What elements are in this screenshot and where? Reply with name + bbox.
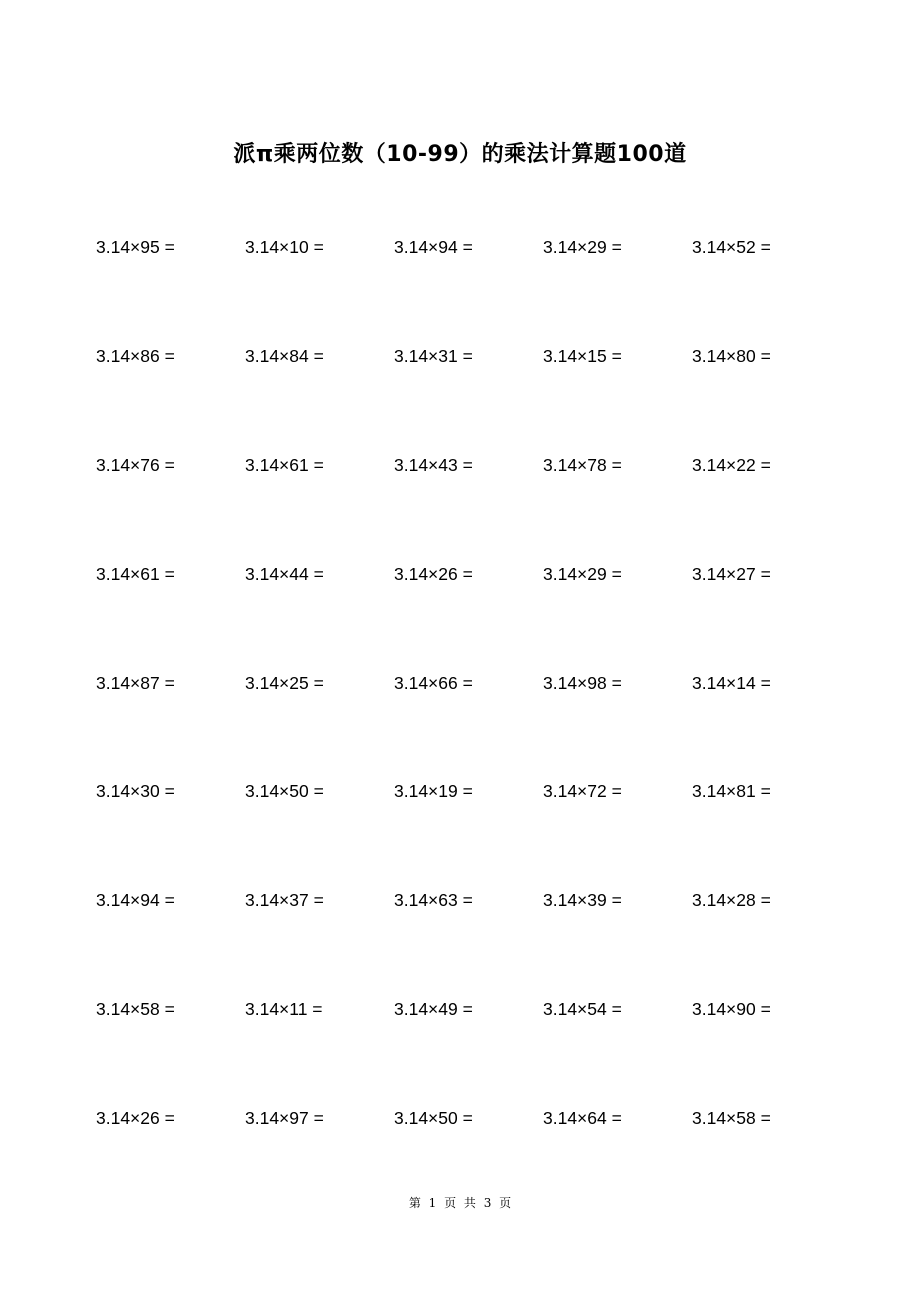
math-problem: 3.14×10 =: [245, 237, 324, 257]
math-problem: 3.14×98 =: [543, 672, 622, 693]
math-problem: 3.14×58 =: [96, 999, 175, 1020]
math-problem: 3.14×52 =: [692, 237, 771, 257]
math-problem: 3.14×94 =: [394, 237, 473, 257]
page-footer: 第 1 页 共 3 页: [408, 1196, 512, 1210]
math-problem: 3.14×84 =: [245, 345, 324, 366]
math-problem: 3.14×26 =: [96, 1108, 175, 1129]
math-problem: 3.14×64 =: [543, 1108, 622, 1129]
math-problem: 3.14×95 =: [96, 237, 175, 257]
math-problem: 3.14×28 =: [692, 890, 771, 911]
math-problem: 3.14×27 =: [692, 563, 771, 584]
math-problem: 3.14×97 =: [245, 1108, 324, 1129]
math-problem: 3.14×54 =: [543, 999, 622, 1020]
math-problem: 3.14×19 =: [394, 781, 473, 802]
math-problem: 3.14×61 =: [96, 563, 175, 584]
math-problem: 3.14×44 =: [245, 563, 324, 584]
math-problem: 3.14×22 =: [692, 454, 771, 475]
math-problem: 3.14×58 =: [692, 1108, 771, 1129]
math-problem: 3.14×31 =: [394, 345, 473, 366]
math-problem: 3.14×90 =: [692, 999, 771, 1020]
math-problem: 3.14×29 =: [543, 237, 622, 257]
math-problem: 3.14×78 =: [543, 454, 622, 475]
math-problem: 3.14×50 =: [394, 1108, 473, 1129]
math-problem: 3.14×81 =: [692, 781, 771, 802]
math-problem: 3.14×61 =: [245, 454, 324, 475]
math-problem: 3.14×49 =: [394, 999, 473, 1020]
math-problem: 3.14×66 =: [394, 672, 473, 693]
math-problem: 3.14×94 =: [96, 890, 175, 911]
math-problem: 3.14×86 =: [96, 345, 175, 366]
math-problem: 3.14×14 =: [692, 672, 771, 693]
math-problem: 3.14×72 =: [543, 781, 622, 802]
page-title: 派π乘两位数（10-99）的乘法计算题100道: [233, 142, 687, 167]
math-problem: 3.14×43 =: [394, 454, 473, 475]
problem-grid: [96, 232, 856, 1212]
math-problem: 3.14×39 =: [543, 890, 622, 911]
math-problem: 3.14×26 =: [394, 563, 473, 584]
math-problem: 3.14×37 =: [245, 890, 324, 911]
math-problem: 3.14×11 =: [245, 999, 323, 1020]
math-problem: 3.14×63 =: [394, 890, 473, 911]
math-problem: 3.14×15 =: [543, 345, 622, 366]
math-problem: 3.14×30 =: [96, 781, 175, 802]
math-problem: 3.14×25 =: [245, 672, 324, 693]
math-problem: 3.14×87 =: [96, 672, 175, 693]
math-problem: 3.14×76 =: [96, 454, 175, 475]
math-problem: 3.14×50 =: [245, 781, 324, 802]
math-problem: 3.14×80 =: [692, 345, 771, 366]
math-problem: 3.14×29 =: [543, 563, 622, 584]
